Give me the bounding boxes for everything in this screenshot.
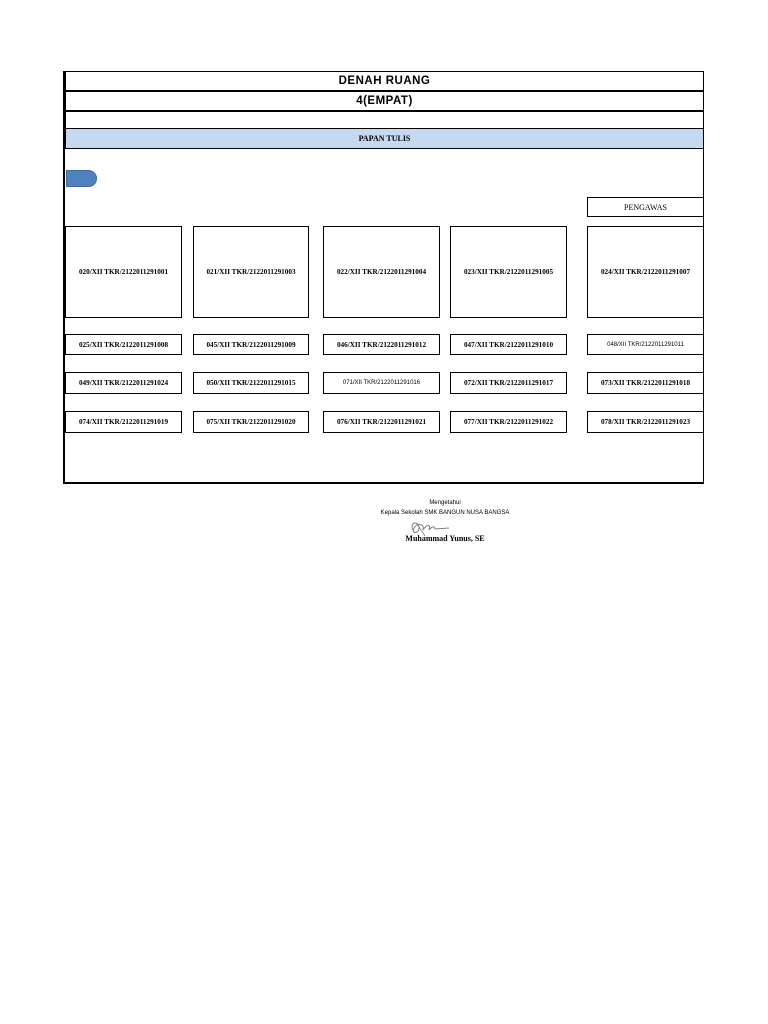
seat: 050/XII TKR/2122011291015 bbox=[193, 372, 309, 394]
seat: 045/XII TKR/2122011291009 bbox=[193, 334, 309, 355]
seat: 075/XII TKR/2122011291020 bbox=[193, 411, 309, 433]
principal-name: Muhammad Yunus, SE bbox=[405, 534, 485, 543]
seat: 023/XII TKR/2122011291005 bbox=[450, 226, 567, 318]
whiteboard: PAPAN TULIS bbox=[65, 128, 704, 149]
seat: 077/XII TKR/2122011291022 bbox=[450, 411, 567, 433]
acknowledged-label: Mengetahui bbox=[429, 500, 461, 506]
seat: 049/XII TKR/2122011291024 bbox=[65, 372, 182, 394]
door-shape bbox=[66, 170, 97, 187]
header-spacer bbox=[65, 111, 704, 128]
seat: 024/XII TKR/2122011291007 bbox=[587, 226, 704, 318]
seat: 020/XII TKR/2122011291001 bbox=[65, 226, 182, 318]
room-number: 4(EMPAT) bbox=[65, 91, 704, 111]
supervisor-desk: PENGAWAS bbox=[587, 197, 704, 217]
seat: 074/XII TKR/2122011291019 bbox=[65, 411, 182, 433]
seat: 048/XII TKR/2122011291011 bbox=[587, 334, 704, 355]
page-title: DENAH RUANG bbox=[65, 71, 704, 91]
seat: 047/XII TKR/2122011291010 bbox=[450, 334, 567, 355]
seat: 078/XII TKR/2122011291023 bbox=[587, 411, 704, 433]
seat: 072/XII TKR/2122011291017 bbox=[450, 372, 567, 394]
principal-position: Kepala Sekolah SMK BANGUN NUSA BANGSA bbox=[380, 510, 510, 516]
seat: 071/XII TKR/2122011291016 bbox=[323, 372, 440, 394]
seat: 046/XII TKR/2122011291012 bbox=[323, 334, 440, 355]
seat: 025/XII TKR/2122011291008 bbox=[65, 334, 182, 355]
seat: 021/XII TKR/2122011291003 bbox=[193, 226, 309, 318]
seat: 022/XII TKR/2122011291004 bbox=[323, 226, 440, 318]
seat: 076/XII TKR/2122011291021 bbox=[323, 411, 440, 433]
seat: 073/XII TKR/2122011291018 bbox=[587, 372, 704, 394]
